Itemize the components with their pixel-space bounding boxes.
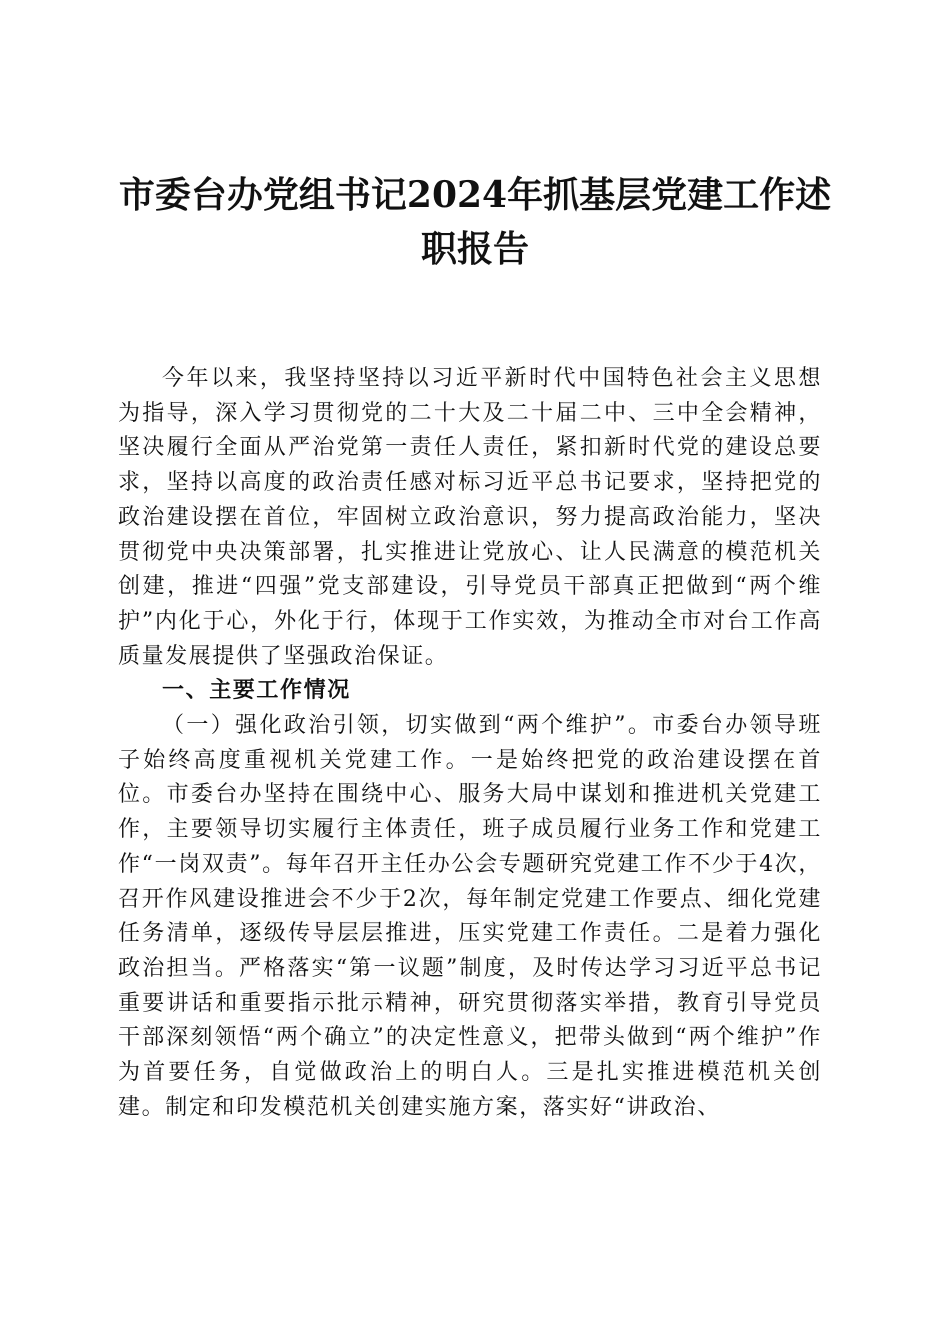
intro-paragraph: 今年以来，我坚持坚持以习近平新时代中国特色社会主义思想为指导，深入学习贯彻党的二十大及二十届二中、三中全会精神，坚决履行全面从严治党第一责任人责任，紧扣新时代党的建设总要求，坚持以高度的政治责任感对标习近平总书记要求，坚持把党的政治建设摆在首位，牢固树立政治意识，努力提高政治能力，坚决贯彻党中央决策部署，扎实推进让党放心、让人民满意的模范机关创建，推进“四强”党支部建设，引导党员干部真正把做到“两个维护”内化于心，外化于行，体现于工作实效，为推动全市对台工作高质量发展提供了坚强政治保证。: [118, 366, 822, 669]
section-heading-main-work: 一、主要工作情况: [162, 678, 351, 704]
title-line-2: 职报告: [420, 228, 529, 270]
document-body: [118, 362, 822, 1125]
section-paragraph-political-leadership: （一）强化政治引领，切实做到“两个维护”。市委台办领导班子始终高度重视机关党建工作。一是始终把党的政治建设摆在首位。市委台办坚持在围绕中心、服务大局中谋划和推进机关党建工作，主要领导切实履行主体责任，班子成员履行业务工作和党建工作“一岗双责”。每年召开主任办公会专题研究党建工作不少于4次，召开作风建设推进会不少于2次，每年制定党建工作要点、细化党建任务清单，逐级传导层层推进，压实党建工作责任。二是着力强化政治担当。严格落实“第一议题”制度，及时传达学习习近平总书记重要讲话和重要指示批示精神，研究贯彻落实举措，教育引导党员干部深刻领悟“两个确立”的决定性意义，把带头做到“两个维护”作为首要任务，自觉做政治上的明白人。三是扎实推进模范机关创建。制定和印发模范机关创建实施方案，落实好“讲政治、: [118, 713, 822, 1120]
document-title: [110, 168, 840, 276]
title-line-1: 市委台办党组书记2024年抓基层党建工作述: [118, 174, 832, 216]
